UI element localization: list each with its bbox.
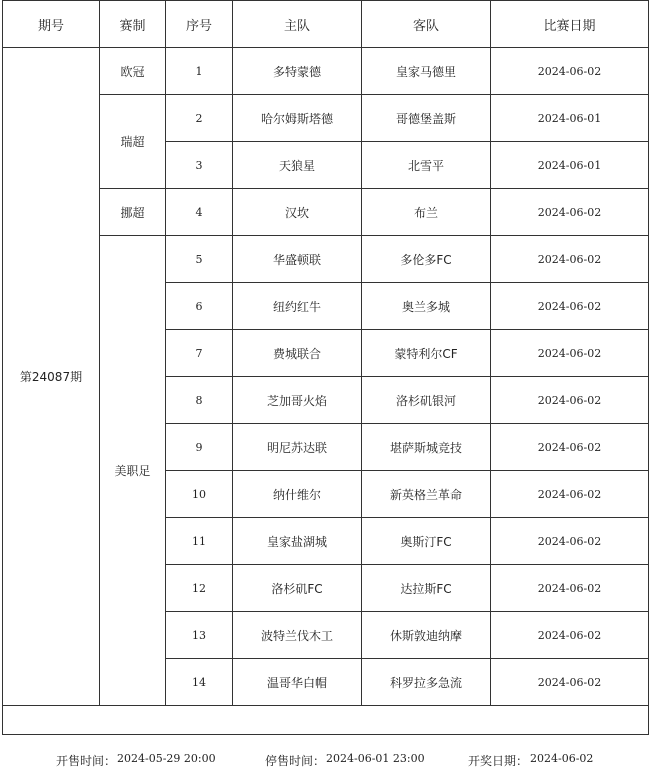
league-cell: 瑞超: [100, 95, 166, 189]
draw-date-value: 2024-06-02: [530, 752, 594, 765]
away-team: 蒙特利尔CF: [362, 330, 491, 377]
league-cell: 挪超: [100, 189, 166, 236]
home-team: 费城联合: [233, 330, 362, 377]
header-period: 期号: [3, 1, 100, 48]
match-date: 2024-06-01: [491, 95, 649, 142]
away-team: 奥斯汀FC: [362, 518, 491, 565]
match-date: 2024-06-02: [491, 565, 649, 612]
table-row: [3, 236, 649, 283]
away-team: 达拉斯FC: [362, 565, 491, 612]
header-away: 客队: [362, 1, 491, 48]
match-no: 12: [166, 565, 233, 612]
table-row: [3, 189, 649, 236]
match-no: 11: [166, 518, 233, 565]
match-no: 3: [166, 142, 233, 189]
match-date: 2024-06-02: [491, 471, 649, 518]
match-date: 2024-06-02: [491, 518, 649, 565]
header-date: 比赛日期: [491, 1, 649, 48]
match-date: 2024-06-02: [491, 659, 649, 706]
match-no: 14: [166, 659, 233, 706]
home-team: 芝加哥火焰: [233, 377, 362, 424]
home-team: 华盛顿联: [233, 236, 362, 283]
blank-row: [3, 706, 649, 735]
period-cell: 第24087期: [3, 48, 100, 706]
home-team: 哈尔姆斯塔德: [233, 95, 362, 142]
sale-info-footer: [0, 752, 650, 770]
home-team: 洛杉矶FC: [233, 565, 362, 612]
table-row: [3, 48, 649, 95]
match-no: 2: [166, 95, 233, 142]
home-team: 明尼苏达联: [233, 424, 362, 471]
away-team: 奥兰多城: [362, 283, 491, 330]
match-no: 9: [166, 424, 233, 471]
league-cell: 欧冠: [100, 48, 166, 95]
away-team: 多伦多FC: [362, 236, 491, 283]
match-date: 2024-06-01: [491, 142, 649, 189]
sale-start-value: 2024-05-29 20:00: [117, 752, 216, 765]
match-no: 1: [166, 48, 233, 95]
away-team: 布兰: [362, 189, 491, 236]
header-row: [3, 1, 649, 48]
away-team: 洛杉矶银河: [362, 377, 491, 424]
match-date: 2024-06-02: [491, 189, 649, 236]
header-league: 赛制: [100, 1, 166, 48]
away-team: 北雪平: [362, 142, 491, 189]
match-no: 5: [166, 236, 233, 283]
away-team: 新英格兰革命: [362, 471, 491, 518]
match-no: 6: [166, 283, 233, 330]
home-team: 纽约红牛: [233, 283, 362, 330]
match-no: 13: [166, 612, 233, 659]
draw-date-label: 开奖日期：: [468, 754, 529, 768]
match-date: 2024-06-02: [491, 377, 649, 424]
header-index: 序号: [166, 1, 233, 48]
home-team: 温哥华白帽: [233, 659, 362, 706]
away-team: 皇家马德里: [362, 48, 491, 95]
match-no: 10: [166, 471, 233, 518]
away-team: 科罗拉多急流: [362, 659, 491, 706]
sale-stop-label: 停售时间：: [265, 754, 326, 768]
match-no: 4: [166, 189, 233, 236]
sale-start-label: 开售时间：: [56, 754, 117, 768]
sale-stop-value: 2024-06-01 23:00: [326, 752, 425, 765]
blank-cell: [3, 706, 649, 735]
away-team: 堪萨斯城竞技: [362, 424, 491, 471]
away-team: 哥德堡盖斯: [362, 95, 491, 142]
home-team: 天狼星: [233, 142, 362, 189]
league-cell: 美职足: [100, 236, 166, 706]
home-team: 多特蒙德: [233, 48, 362, 95]
away-team: 休斯敦迪纳摩: [362, 612, 491, 659]
match-no: 8: [166, 377, 233, 424]
match-date: 2024-06-02: [491, 283, 649, 330]
home-team: 纳什维尔: [233, 471, 362, 518]
match-date: 2024-06-02: [491, 236, 649, 283]
match-date: 2024-06-02: [491, 48, 649, 95]
home-team: 汉坎: [233, 189, 362, 236]
match-date: 2024-06-02: [491, 424, 649, 471]
home-team: 皇家盐湖城: [233, 518, 362, 565]
match-date: 2024-06-02: [491, 612, 649, 659]
match-no: 7: [166, 330, 233, 377]
table-row: [3, 95, 649, 142]
home-team: 波特兰伐木工: [233, 612, 362, 659]
match-date: 2024-06-02: [491, 330, 649, 377]
header-home: 主队: [233, 1, 362, 48]
schedule-table: [2, 0, 649, 735]
